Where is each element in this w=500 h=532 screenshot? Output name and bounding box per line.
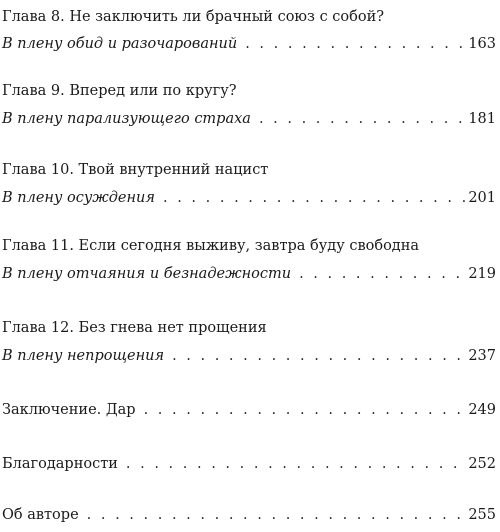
- section-title: Об авторе: [2, 507, 79, 523]
- chapter-subtitle: В плену парализующего страха: [2, 111, 251, 127]
- chapter-title: Глава 12. Без гнева нет прощения: [2, 320, 267, 336]
- toc-chapter-9-entry[interactable]: [2, 108, 496, 130]
- page-number: 163: [468, 36, 496, 52]
- chapter-subtitle: В плену непрощения: [2, 348, 165, 364]
- dot-leader: [291, 263, 468, 285]
- dot-leader: [155, 187, 468, 209]
- toc-conclusion-entry[interactable]: [2, 399, 496, 421]
- chapter-subtitle: В плену отчаяния и безнадежности: [2, 266, 292, 282]
- section-title: Благодарности: [2, 456, 118, 472]
- chapter-title: Глава 10. Твой внутренний нацист: [2, 162, 269, 178]
- toc-acknowledgements-entry[interactable]: [2, 453, 496, 475]
- page-number: 249: [468, 402, 496, 418]
- chapter-title: Глава 8. Не заключить ли брачный союз с собой?: [2, 9, 385, 25]
- toc-chapter-11-title: [2, 235, 496, 257]
- toc-chapter-12-entry[interactable]: [2, 345, 496, 367]
- toc-chapter-10-entry[interactable]: [2, 187, 496, 209]
- dot-leader: [79, 504, 469, 526]
- toc-chapter-9-title: [2, 80, 496, 102]
- toc-about-author-entry[interactable]: [2, 504, 496, 526]
- chapter-title: Глава 9. Вперед или по кругу?: [2, 83, 237, 99]
- dot-leader: [251, 108, 468, 130]
- dot-leader: [118, 453, 468, 475]
- section-title: Заключение. Дар: [2, 402, 136, 418]
- toc-chapter-10-title: [2, 159, 496, 181]
- toc-chapter-12-title: [2, 317, 496, 339]
- dot-leader: [136, 399, 469, 421]
- chapter-title: Глава 11. Если сегодня выживу, завтра буду свободна: [2, 238, 420, 254]
- page-number: 219: [468, 266, 496, 282]
- toc-chapter-8-entry[interactable]: [2, 33, 496, 55]
- dot-leader: [237, 33, 468, 55]
- page-number: 252: [468, 456, 496, 472]
- page-number: 181: [468, 111, 496, 127]
- page-number: 201: [468, 190, 496, 206]
- page-number: 255: [468, 507, 496, 523]
- page-number: 237: [468, 348, 496, 364]
- dot-leader: [164, 345, 468, 367]
- toc-chapter-8-title: [2, 6, 496, 28]
- chapter-subtitle: В плену обид и разочарований: [2, 36, 238, 52]
- toc-chapter-11-entry[interactable]: [2, 263, 496, 285]
- chapter-subtitle: В плену осуждения: [2, 190, 155, 206]
